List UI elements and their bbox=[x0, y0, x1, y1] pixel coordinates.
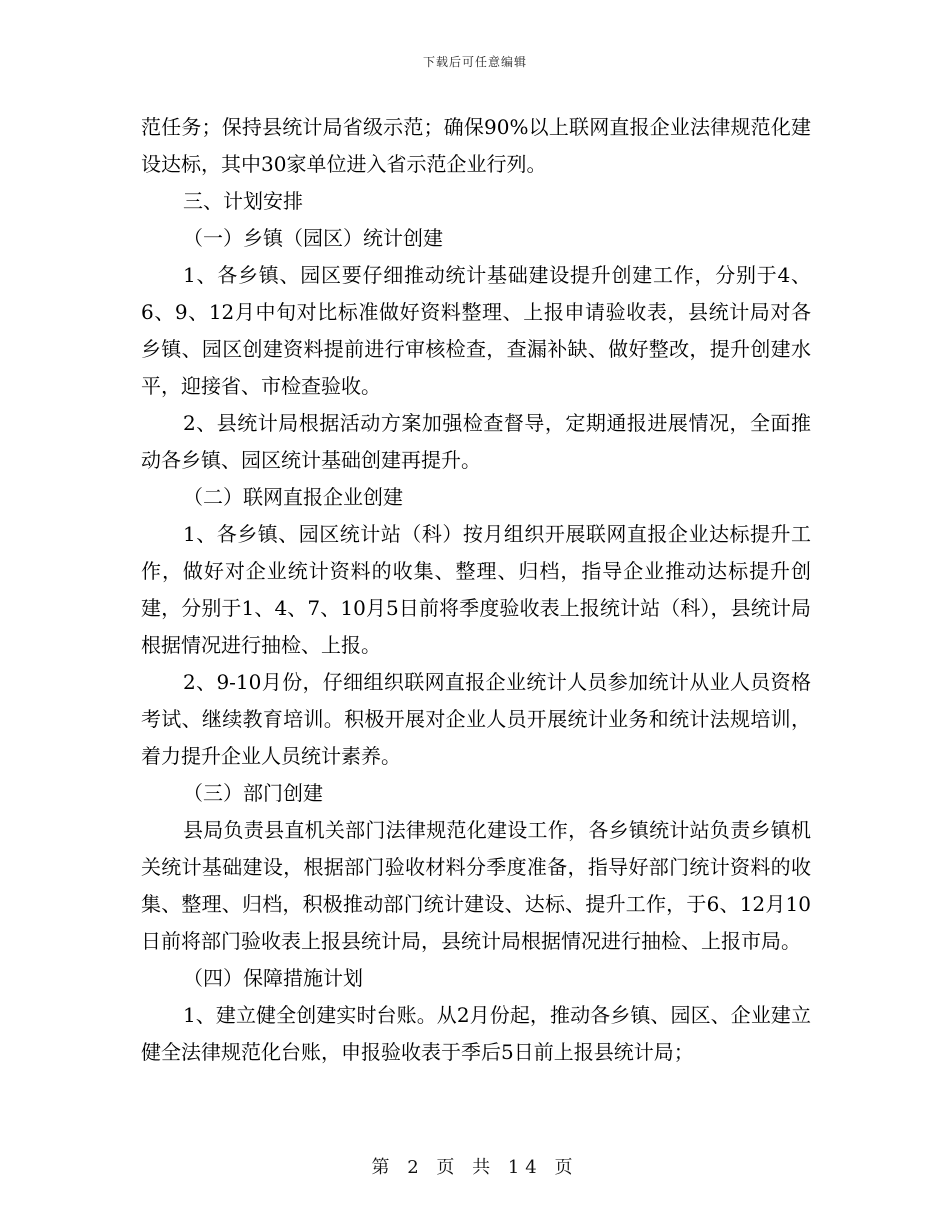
page-number: 第 2 页 共 14 页 bbox=[371, 1157, 579, 1178]
subsection-heading-department: （三）部门创建 bbox=[183, 781, 323, 805]
page-header: 下载后可任意编辑 bbox=[422, 55, 527, 69]
paragraph: 2、县统计局根据活动方案加强检查督导，定期通报进展情况，全面推动各乡镇、园区统计基础创建再提升。 bbox=[141, 411, 811, 472]
paragraph: 县局负责县直机关部门法律规范化建设工作，各乡镇统计站负责乡镇机关统计基础建设，根据部门验收材料分季度准备，指导好部门统计资料的收集、整理、归档，积极推动部门统计建设、达标、提升工作，于6、12月10日前将部门验收表上报县统计局，县统计局根据情况进行抽检、上报市局。 bbox=[141, 818, 811, 953]
document-body bbox=[141, 109, 811, 1071]
subsection-heading-enterprise: （二）联网直报企业创建 bbox=[183, 485, 403, 509]
paragraph: 1、各乡镇、园区要仔细推动统计基础建设提升创建工作，分别于4、6、9、12月中旬对比标准做好资料整理、上报申请验收表，县统计局对各乡镇、园区创建资料提前进行审核检查，查漏补缺、做好整改，提升创建水平，迎接省、市检查验收。 bbox=[141, 263, 811, 398]
section-heading-plan: 三、计划安排 bbox=[183, 189, 303, 213]
paragraph: 1、建立健全创建实时台账。从2月份起，推动各乡镇、园区、企业建立健全法律规范化台账，申报验收表于季后5日前上报县统计局； bbox=[141, 1003, 811, 1064]
paragraph-continuation: 范任务；保持县统计局省级示范；确保90%以上联网直报企业法律规范化建设达标，其中30家单位进入省示范企业行列。 bbox=[141, 115, 811, 176]
paragraph: 1、各乡镇、园区统计站（科）按月组织开展联网直报企业达标提升工作，做好对企业统计资料的收集、整理、归档，指导企业推动达标提升创建，分别于1、4、7、10月5日前将季度验收表上报统计站（科），县统计局根据情况进行抽检、上报。 bbox=[141, 522, 811, 657]
subsection-heading-safeguards: （四）保障措施计划 bbox=[183, 966, 363, 990]
paragraph: 2、9-10月份，仔细组织联网直报企业统计人员参加统计从业人员资格考试、继续教育培训。积极开展对企业人员开展统计业务和统计法规培训，着力提升企业人员统计素养。 bbox=[141, 670, 811, 768]
subsection-heading-township: （一）乡镇（园区）统计创建 bbox=[183, 226, 443, 250]
